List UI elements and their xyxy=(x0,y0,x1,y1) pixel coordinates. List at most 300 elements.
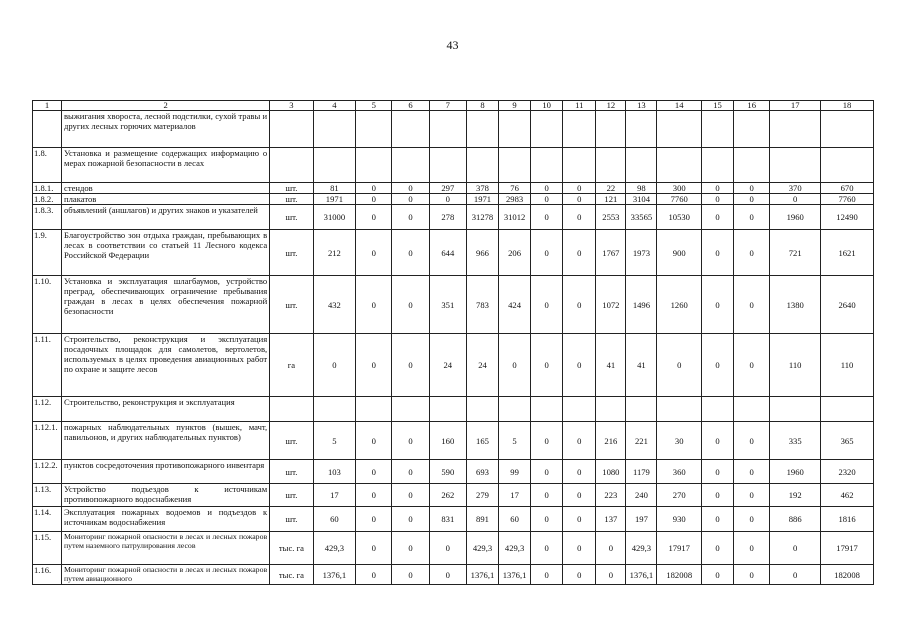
row-value: 5 xyxy=(499,422,531,460)
row-value: 1072 xyxy=(596,276,626,334)
row-value: 110 xyxy=(770,334,821,397)
row-value: 0 xyxy=(392,460,429,484)
row-value xyxy=(429,111,466,148)
row-value: 429,3 xyxy=(499,532,531,565)
row-value: 0 xyxy=(563,484,596,507)
row-value: 81 xyxy=(313,183,355,194)
row-value: 0 xyxy=(356,484,392,507)
row-value xyxy=(596,111,626,148)
row-value xyxy=(626,397,657,422)
row-value: 0 xyxy=(531,276,563,334)
row-name: Устройство подъездов к источникам противопожарного водоснабжения xyxy=(62,484,270,507)
row-code: 1.13. xyxy=(33,484,62,507)
row-value: 0 xyxy=(734,565,770,585)
row-value: 0 xyxy=(770,532,821,565)
row-value: 0 xyxy=(356,532,392,565)
row-value: 0 xyxy=(392,484,429,507)
row-code: 1.16. xyxy=(33,565,62,585)
row-value: 17 xyxy=(313,484,355,507)
row-value: 0 xyxy=(531,334,563,397)
row-value: 24 xyxy=(429,334,466,397)
row-value: 0 xyxy=(429,194,466,205)
row-value: 0 xyxy=(392,422,429,460)
row-value xyxy=(770,397,821,422)
row-unit: га xyxy=(270,334,314,397)
row-value: 160 xyxy=(429,422,466,460)
row-value: 24 xyxy=(466,334,498,397)
column-number: 11 xyxy=(563,101,596,111)
row-value xyxy=(356,148,392,183)
row-name: Строительство, реконструкция и эксплуатация посадочных площадок для самолетов, вертолетов, используемых в целях проведения авиационных работ по охране и защите лесов xyxy=(62,334,270,397)
row-value xyxy=(531,148,563,183)
row-value: 0 xyxy=(531,484,563,507)
row-value: 0 xyxy=(563,460,596,484)
table-row xyxy=(33,532,874,565)
row-value: 221 xyxy=(626,422,657,460)
row-value: 31000 xyxy=(313,205,355,230)
row-value xyxy=(821,111,874,148)
row-value xyxy=(657,111,702,148)
row-value xyxy=(499,397,531,422)
row-value: 1816 xyxy=(821,507,874,532)
row-value: 900 xyxy=(657,230,702,276)
row-value xyxy=(821,148,874,183)
row-name: Благоустройство зон отдыха граждан, пребывающих в лесах в соответствии со статьей 11 Лесного кодекса Российской Федерации xyxy=(62,230,270,276)
table-row xyxy=(33,183,874,194)
row-value: 0 xyxy=(531,230,563,276)
row-unit xyxy=(270,148,314,183)
row-value: 1960 xyxy=(770,460,821,484)
row-unit xyxy=(270,111,314,148)
row-value: 0 xyxy=(734,276,770,334)
row-value xyxy=(626,111,657,148)
row-value: 1376,1 xyxy=(313,565,355,585)
row-value: 1971 xyxy=(313,194,355,205)
row-value xyxy=(657,148,702,183)
row-value: 2640 xyxy=(821,276,874,334)
table-row xyxy=(33,422,874,460)
row-value: 1496 xyxy=(626,276,657,334)
row-value: 99 xyxy=(499,460,531,484)
row-value: 1971 xyxy=(466,194,498,205)
row-value: 1179 xyxy=(626,460,657,484)
row-value: 212 xyxy=(313,230,355,276)
table-row xyxy=(33,460,874,484)
row-name: объявлений (аншлагов) и других знаков и указателей xyxy=(62,205,270,230)
row-value: 137 xyxy=(596,507,626,532)
row-value: 121 xyxy=(596,194,626,205)
row-value: 0 xyxy=(701,422,733,460)
row-value: 165 xyxy=(466,422,498,460)
column-number: 9 xyxy=(499,101,531,111)
table-row xyxy=(33,111,874,148)
row-value xyxy=(466,397,498,422)
row-value: 3104 xyxy=(626,194,657,205)
row-value: 31012 xyxy=(499,205,531,230)
row-value: 0 xyxy=(734,183,770,194)
row-unit: тыс. га xyxy=(270,565,314,585)
row-value: 644 xyxy=(429,230,466,276)
table-row xyxy=(33,148,874,183)
row-value: 1621 xyxy=(821,230,874,276)
column-number: 13 xyxy=(626,101,657,111)
row-value: 0 xyxy=(313,334,355,397)
row-name: Мониторинг пожарной опасности в лесах и лесных пожаров путем наземного патрулирования лесов xyxy=(62,532,270,565)
table-row xyxy=(33,230,874,276)
row-value xyxy=(356,111,392,148)
row-value: 0 xyxy=(356,230,392,276)
row-value xyxy=(429,148,466,183)
row-value: 0 xyxy=(356,194,392,205)
row-value: 240 xyxy=(626,484,657,507)
row-value xyxy=(499,111,531,148)
row-value: 60 xyxy=(499,507,531,532)
row-value: 12490 xyxy=(821,205,874,230)
row-value: 0 xyxy=(531,183,563,194)
table-row xyxy=(33,507,874,532)
row-value: 41 xyxy=(626,334,657,397)
column-number: 6 xyxy=(392,101,429,111)
row-unit: шт. xyxy=(270,460,314,484)
row-value: 335 xyxy=(770,422,821,460)
row-value: 0 xyxy=(563,532,596,565)
row-value: 0 xyxy=(596,565,626,585)
row-value: 1960 xyxy=(770,205,821,230)
row-value: 1376,1 xyxy=(466,565,498,585)
row-value xyxy=(657,397,702,422)
row-code: 1.12. xyxy=(33,397,62,422)
row-value: 0 xyxy=(734,532,770,565)
row-value: 0 xyxy=(429,532,466,565)
row-value xyxy=(770,148,821,183)
row-value xyxy=(531,397,563,422)
row-value xyxy=(392,397,429,422)
column-number: 8 xyxy=(466,101,498,111)
table-row xyxy=(33,194,874,205)
row-value: 182008 xyxy=(821,565,874,585)
row-value: 0 xyxy=(531,205,563,230)
row-value: 216 xyxy=(596,422,626,460)
row-value: 0 xyxy=(531,507,563,532)
table-row xyxy=(33,205,874,230)
row-value: 0 xyxy=(356,507,392,532)
row-unit: шт. xyxy=(270,194,314,205)
row-name: выжигания хвороста, лесной подстилки, сухой травы и других лесных горючих материалов xyxy=(62,111,270,148)
row-value: 0 xyxy=(356,422,392,460)
row-value: 886 xyxy=(770,507,821,532)
row-value: 0 xyxy=(356,183,392,194)
forest-fire-measures-table xyxy=(32,100,874,585)
row-value: 0 xyxy=(392,334,429,397)
row-value: 0 xyxy=(734,422,770,460)
row-value: 429,3 xyxy=(626,532,657,565)
row-value: 0 xyxy=(701,460,733,484)
row-name: Установка и размещение содержащих информацию о мерах пожарной безопасности в лесах xyxy=(62,148,270,183)
row-value: 223 xyxy=(596,484,626,507)
row-unit: шт. xyxy=(270,183,314,194)
row-value xyxy=(429,397,466,422)
row-value: 0 xyxy=(701,532,733,565)
row-value: 197 xyxy=(626,507,657,532)
column-number: 14 xyxy=(657,101,702,111)
row-value: 0 xyxy=(734,194,770,205)
row-code: 1.12.1. xyxy=(33,422,62,460)
row-value xyxy=(313,397,355,422)
row-value: 0 xyxy=(356,334,392,397)
row-value: 206 xyxy=(499,230,531,276)
row-value: 31278 xyxy=(466,205,498,230)
row-code: 1.10. xyxy=(33,276,62,334)
row-value: 278 xyxy=(429,205,466,230)
row-value: 60 xyxy=(313,507,355,532)
column-number: 5 xyxy=(356,101,392,111)
column-number: 18 xyxy=(821,101,874,111)
row-unit: шт. xyxy=(270,230,314,276)
row-value: 7760 xyxy=(821,194,874,205)
row-value: 22 xyxy=(596,183,626,194)
row-name: пунктов сосредоточения противопожарного инвентаря xyxy=(62,460,270,484)
row-value: 783 xyxy=(466,276,498,334)
row-value: 2983 xyxy=(499,194,531,205)
row-value: 0 xyxy=(392,194,429,205)
table-row xyxy=(33,276,874,334)
row-value: 0 xyxy=(734,460,770,484)
row-value: 0 xyxy=(356,276,392,334)
row-value xyxy=(313,111,355,148)
row-code xyxy=(33,111,62,148)
row-value: 0 xyxy=(563,276,596,334)
row-value: 0 xyxy=(734,230,770,276)
row-value: 0 xyxy=(356,460,392,484)
row-value: 1767 xyxy=(596,230,626,276)
row-code: 1.11. xyxy=(33,334,62,397)
row-value: 0 xyxy=(392,205,429,230)
row-value: 0 xyxy=(563,230,596,276)
row-value xyxy=(701,397,733,422)
row-value: 0 xyxy=(701,334,733,397)
column-number: 3 xyxy=(270,101,314,111)
row-value: 0 xyxy=(734,205,770,230)
row-value: 1260 xyxy=(657,276,702,334)
row-value: 0 xyxy=(701,205,733,230)
row-value xyxy=(626,148,657,183)
row-value: 2320 xyxy=(821,460,874,484)
row-value: 0 xyxy=(563,507,596,532)
row-unit: шт. xyxy=(270,507,314,532)
row-value: 0 xyxy=(701,484,733,507)
row-value: 270 xyxy=(657,484,702,507)
row-value: 351 xyxy=(429,276,466,334)
row-value: 370 xyxy=(770,183,821,194)
column-number: 2 xyxy=(62,101,270,111)
row-value: 262 xyxy=(429,484,466,507)
row-value: 98 xyxy=(626,183,657,194)
row-value: 0 xyxy=(531,194,563,205)
row-value: 5 xyxy=(313,422,355,460)
row-value xyxy=(734,111,770,148)
row-value: 1973 xyxy=(626,230,657,276)
row-value: 0 xyxy=(701,507,733,532)
row-value: 0 xyxy=(770,565,821,585)
row-code: 1.8. xyxy=(33,148,62,183)
row-value xyxy=(563,111,596,148)
row-value: 0 xyxy=(563,422,596,460)
row-value: 0 xyxy=(701,230,733,276)
row-value: 0 xyxy=(392,276,429,334)
row-value xyxy=(392,111,429,148)
row-value xyxy=(734,148,770,183)
row-value xyxy=(531,111,563,148)
row-value: 432 xyxy=(313,276,355,334)
row-value: 0 xyxy=(392,507,429,532)
row-value: 590 xyxy=(429,460,466,484)
row-value: 0 xyxy=(596,532,626,565)
row-value: 0 xyxy=(563,565,596,585)
row-value: 297 xyxy=(429,183,466,194)
row-value: 2553 xyxy=(596,205,626,230)
row-value: 378 xyxy=(466,183,498,194)
row-value: 0 xyxy=(531,422,563,460)
row-code: 1.14. xyxy=(33,507,62,532)
row-value xyxy=(563,148,596,183)
row-value: 33565 xyxy=(626,205,657,230)
row-code: 1.8.2. xyxy=(33,194,62,205)
row-value: 0 xyxy=(392,230,429,276)
row-value: 103 xyxy=(313,460,355,484)
table-row xyxy=(33,397,874,422)
row-value: 17917 xyxy=(657,532,702,565)
row-value: 0 xyxy=(563,334,596,397)
row-value: 41 xyxy=(596,334,626,397)
row-value: 670 xyxy=(821,183,874,194)
row-value: 0 xyxy=(531,565,563,585)
row-value xyxy=(466,111,498,148)
column-number: 10 xyxy=(531,101,563,111)
row-name: плакатов xyxy=(62,194,270,205)
row-value: 0 xyxy=(701,276,733,334)
row-value xyxy=(392,148,429,183)
row-value: 17917 xyxy=(821,532,874,565)
row-value: 17 xyxy=(499,484,531,507)
row-value: 0 xyxy=(701,565,733,585)
row-value xyxy=(499,148,531,183)
row-unit: шт. xyxy=(270,422,314,460)
row-value xyxy=(596,397,626,422)
row-name: Эксплуатация пожарных водоемов и подъездов к источникам водоснабжения xyxy=(62,507,270,532)
column-number: 17 xyxy=(770,101,821,111)
row-name: Мониторинг пожарной опасности в лесах и лесных пожаров путем авиационного xyxy=(62,565,270,585)
table-row xyxy=(33,484,874,507)
column-number: 12 xyxy=(596,101,626,111)
row-code: 1.8.1. xyxy=(33,183,62,194)
row-value: 966 xyxy=(466,230,498,276)
row-value: 0 xyxy=(531,460,563,484)
column-number: 4 xyxy=(313,101,355,111)
row-value: 0 xyxy=(356,565,392,585)
row-value: 1376,1 xyxy=(499,565,531,585)
row-value: 0 xyxy=(701,183,733,194)
column-number: 15 xyxy=(701,101,733,111)
row-value: 1380 xyxy=(770,276,821,334)
row-value: 693 xyxy=(466,460,498,484)
row-value: 831 xyxy=(429,507,466,532)
row-name: стендов xyxy=(62,183,270,194)
row-value: 0 xyxy=(392,532,429,565)
column-number: 1 xyxy=(33,101,62,111)
row-name: Строительство, реконструкция и эксплуатация xyxy=(62,397,270,422)
row-value xyxy=(734,397,770,422)
row-unit: шт. xyxy=(270,276,314,334)
row-name: пожарных наблюдательных пунктов (вышек, мачт, павильонов, и других наблюдательных пунктов) xyxy=(62,422,270,460)
row-code: 1.15. xyxy=(33,532,62,565)
row-value: 721 xyxy=(770,230,821,276)
row-value xyxy=(356,397,392,422)
row-value: 0 xyxy=(392,183,429,194)
row-value: 0 xyxy=(563,183,596,194)
row-value: 365 xyxy=(821,422,874,460)
row-value: 0 xyxy=(499,334,531,397)
row-value: 360 xyxy=(657,460,702,484)
row-unit: тыс. га xyxy=(270,532,314,565)
row-value: 0 xyxy=(392,565,429,585)
row-code: 1.9. xyxy=(33,230,62,276)
column-number: 16 xyxy=(734,101,770,111)
row-value xyxy=(821,397,874,422)
row-value xyxy=(701,148,733,183)
row-name: Установка и эксплуатация шлагбаумов, устройство преград, обеспечивающих ограничение пребывания граждан в лесах в целях обеспечения пожарной безопасности xyxy=(62,276,270,334)
row-value: 0 xyxy=(657,334,702,397)
row-value: 0 xyxy=(770,194,821,205)
row-value: 429,3 xyxy=(313,532,355,565)
page-number: 43 xyxy=(446,38,459,52)
table-row xyxy=(33,565,874,585)
row-value: 1080 xyxy=(596,460,626,484)
row-value xyxy=(313,148,355,183)
row-value: 0 xyxy=(734,484,770,507)
row-value: 300 xyxy=(657,183,702,194)
row-value: 110 xyxy=(821,334,874,397)
row-value: 0 xyxy=(734,334,770,397)
column-number: 7 xyxy=(429,101,466,111)
row-value: 7760 xyxy=(657,194,702,205)
row-value: 279 xyxy=(466,484,498,507)
row-code: 1.8.3. xyxy=(33,205,62,230)
row-code: 1.12.2. xyxy=(33,460,62,484)
row-value xyxy=(563,397,596,422)
row-value: 192 xyxy=(770,484,821,507)
row-value: 0 xyxy=(356,205,392,230)
row-value: 891 xyxy=(466,507,498,532)
row-value xyxy=(701,111,733,148)
row-value xyxy=(596,148,626,183)
row-value xyxy=(770,111,821,148)
row-value: 10530 xyxy=(657,205,702,230)
row-value: 0 xyxy=(734,507,770,532)
row-value: 0 xyxy=(531,532,563,565)
row-value: 30 xyxy=(657,422,702,460)
column-number-row xyxy=(33,101,874,111)
row-value: 429,3 xyxy=(466,532,498,565)
row-value: 930 xyxy=(657,507,702,532)
row-value: 182008 xyxy=(657,565,702,585)
row-unit xyxy=(270,397,314,422)
row-value: 462 xyxy=(821,484,874,507)
row-value: 424 xyxy=(499,276,531,334)
row-unit: шт. xyxy=(270,205,314,230)
row-value: 76 xyxy=(499,183,531,194)
row-value: 0 xyxy=(563,205,596,230)
row-value: 1376,1 xyxy=(626,565,657,585)
